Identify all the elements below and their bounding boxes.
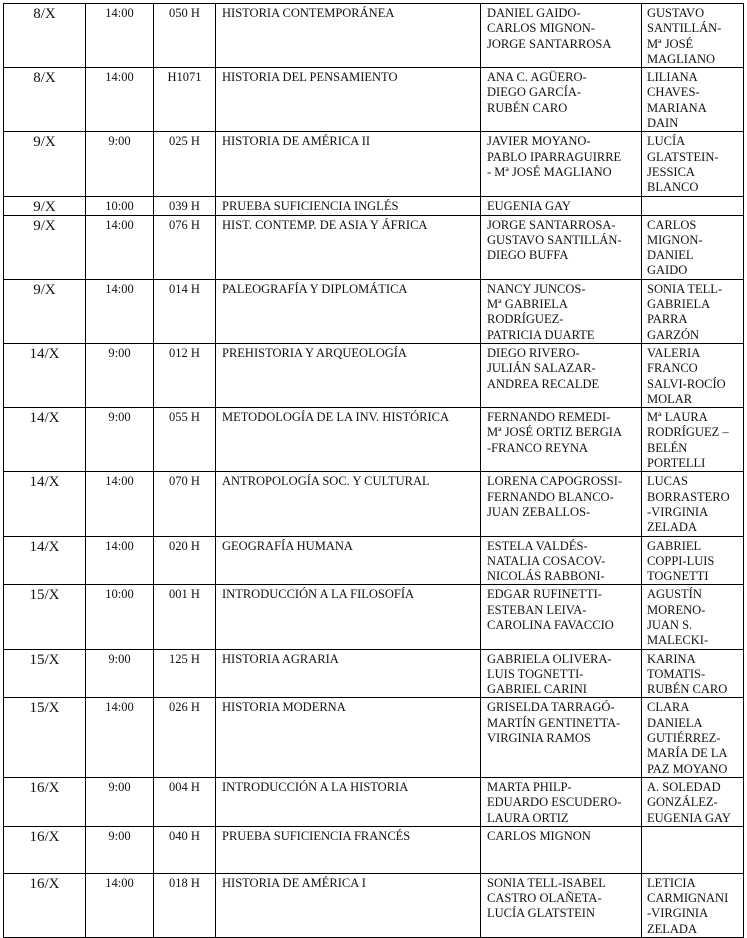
exam-date: 16/X bbox=[4, 873, 86, 937]
exam-tribunal: EDGAR RUFINETTI- ESTEBAN LEIVA- CAROLINA FAVACCIO bbox=[481, 585, 642, 649]
exam-tribunal: SONIA TELL-ISABEL CASTRO OLAÑETA- LUCÍA GLATSTEIN bbox=[481, 873, 642, 937]
exam-room: 070 H bbox=[154, 472, 216, 536]
exam-tribunal: JORGE SANTARROSA- GUSTAVO SANTILLÁN- DIEGO BUFFA bbox=[481, 215, 642, 279]
table-row bbox=[4, 472, 744, 536]
exam-room: 004 H bbox=[154, 777, 216, 826]
exam-time: 14:00 bbox=[86, 873, 154, 937]
exam-subject: METODOLOGÍA DE LA INV. HISTÓRICA bbox=[216, 408, 481, 472]
exam-room: 014 H bbox=[154, 279, 216, 343]
exam-time: 14:00 bbox=[86, 4, 154, 68]
table-row bbox=[4, 536, 744, 585]
exam-substitutes: GABRIEL COPPI-LUIS TOGNETTI bbox=[642, 536, 744, 585]
exam-tribunal: ESTELA VALDÉS- NATALIA COSACOV- NICOLÁS RABBONI- bbox=[481, 536, 642, 585]
exam-schedule-table bbox=[3, 3, 744, 938]
table-row bbox=[4, 698, 744, 777]
table-row bbox=[4, 408, 744, 472]
exam-date: 16/X bbox=[4, 826, 86, 873]
exam-room: 020 H bbox=[154, 536, 216, 585]
exam-date: 15/X bbox=[4, 698, 86, 777]
exam-time: 9:00 bbox=[86, 132, 154, 196]
table-row bbox=[4, 585, 744, 649]
exam-date: 14/X bbox=[4, 343, 86, 407]
exam-date: 14/X bbox=[4, 536, 86, 585]
exam-room: 055 H bbox=[154, 408, 216, 472]
exam-substitutes: A. SOLEDAD GONZÁLEZ- EUGENIA GAY bbox=[642, 777, 744, 826]
table-row bbox=[4, 215, 744, 279]
exam-substitutes: GUSTAVO SANTILLÁN- Mª JOSÉ MAGLIANO bbox=[642, 4, 744, 68]
exam-room: 076 H bbox=[154, 215, 216, 279]
exam-tribunal: JAVIER MOYANO- PABLO IPARRAGUIRRE - Mª JOSÉ MAGLIANO bbox=[481, 132, 642, 196]
table-row bbox=[4, 343, 744, 407]
table-row bbox=[4, 777, 744, 826]
exam-substitutes: CLARA DANIELA GUTIÉRREZ- MARÍA DE LA PAZ MOYANO bbox=[642, 698, 744, 777]
exam-subject: ANTROPOLOGÍA SOC. Y CULTURAL bbox=[216, 472, 481, 536]
exam-room: 012 H bbox=[154, 343, 216, 407]
exam-tribunal: LORENA CAPOGROSSI- FERNANDO BLANCO- JUAN ZEBALLOS- bbox=[481, 472, 642, 536]
exam-tribunal: ANA C. AGÜERO- DIEGO GARCÍA- RUBÉN CARO bbox=[481, 68, 642, 132]
exam-time: 9:00 bbox=[86, 408, 154, 472]
exam-time: 9:00 bbox=[86, 826, 154, 873]
exam-date: 8/X bbox=[4, 68, 86, 132]
table-row bbox=[4, 826, 744, 873]
table-row bbox=[4, 68, 744, 132]
table-row bbox=[4, 132, 744, 196]
table-row bbox=[4, 4, 744, 68]
exam-time: 14:00 bbox=[86, 472, 154, 536]
exam-subject: HISTORIA DE AMÉRICA I bbox=[216, 873, 481, 937]
exam-subject: PALEOGRAFÍA Y DIPLOMÁTICA bbox=[216, 279, 481, 343]
exam-date: 16/X bbox=[4, 777, 86, 826]
exam-tribunal: EUGENIA GAY bbox=[481, 196, 642, 215]
exam-subject: HISTORIA AGRARIA bbox=[216, 649, 481, 698]
exam-date: 9/X bbox=[4, 215, 86, 279]
exam-tribunal: NANCY JUNCOS- Mª GABRIELA RODRÍGUEZ- PATRICIA DUARTE bbox=[481, 279, 642, 343]
exam-substitutes: LETICIA CARMIGNANI -VIRGINIA ZELADA bbox=[642, 873, 744, 937]
exam-time: 14:00 bbox=[86, 698, 154, 777]
table-row bbox=[4, 196, 744, 215]
exam-time: 14:00 bbox=[86, 215, 154, 279]
exam-date: 14/X bbox=[4, 472, 86, 536]
exam-tribunal: GABRIELA OLIVERA- LUIS TOGNETTI- GABRIEL CARINI bbox=[481, 649, 642, 698]
exam-time: 10:00 bbox=[86, 196, 154, 215]
exam-subject: HISTORIA CONTEMPORÁNEA bbox=[216, 4, 481, 68]
exam-subject: INTRODUCCIÓN A LA FILOSOFÍA bbox=[216, 585, 481, 649]
exam-schedule-body bbox=[4, 4, 744, 938]
exam-subject: PREHISTORIA Y ARQUEOLOGÍA bbox=[216, 343, 481, 407]
exam-subject: PRUEBA SUFICIENCIA INGLÉS bbox=[216, 196, 481, 215]
exam-date: 14/X bbox=[4, 408, 86, 472]
exam-time: 14:00 bbox=[86, 536, 154, 585]
exam-subject: HISTORIA DEL PENSAMIENTO bbox=[216, 68, 481, 132]
table-row bbox=[4, 873, 744, 937]
exam-room: 025 H bbox=[154, 132, 216, 196]
exam-time: 9:00 bbox=[86, 649, 154, 698]
exam-date: 9/X bbox=[4, 279, 86, 343]
exam-time: 9:00 bbox=[86, 343, 154, 407]
exam-room: 026 H bbox=[154, 698, 216, 777]
exam-substitutes: AGUSTÍN MORENO- JUAN S. MALECKI- bbox=[642, 585, 744, 649]
exam-subject: PRUEBA SUFICIENCIA FRANCÉS bbox=[216, 826, 481, 873]
exam-substitutes: CARLOS MIGNON- DANIEL GAIDO bbox=[642, 215, 744, 279]
exam-date: 9/X bbox=[4, 132, 86, 196]
table-row bbox=[4, 279, 744, 343]
exam-time: 9:00 bbox=[86, 777, 154, 826]
exam-tribunal: MARTA PHILP- EDUARDO ESCUDERO- LAURA ORTIZ bbox=[481, 777, 642, 826]
table-row bbox=[4, 649, 744, 698]
exam-room: 018 H bbox=[154, 873, 216, 937]
exam-substitutes: LUCAS BORRASTERO -VIRGINIA ZELADA bbox=[642, 472, 744, 536]
exam-substitutes: SONIA TELL- GABRIELA PARRA GARZÓN bbox=[642, 279, 744, 343]
exam-date: 8/X bbox=[4, 4, 86, 68]
exam-tribunal: DANIEL GAIDO- CARLOS MIGNON- JORGE SANTARROSA bbox=[481, 4, 642, 68]
exam-subject: HISTORIA MODERNA bbox=[216, 698, 481, 777]
exam-room: 050 H bbox=[154, 4, 216, 68]
exam-substitutes: KARINA TOMATIS- RUBÉN CARO bbox=[642, 649, 744, 698]
exam-time: 14:00 bbox=[86, 279, 154, 343]
exam-room: 001 H bbox=[154, 585, 216, 649]
exam-substitutes bbox=[642, 196, 744, 215]
exam-substitutes: Mª LAURA RODRÍGUEZ – BELÉN PORTELLI bbox=[642, 408, 744, 472]
exam-subject: INTRODUCCIÓN A LA HISTORIA bbox=[216, 777, 481, 826]
exam-subject: HIST. CONTEMP. DE ASIA Y ÁFRICA bbox=[216, 215, 481, 279]
exam-time: 14:00 bbox=[86, 68, 154, 132]
exam-room: 040 H bbox=[154, 826, 216, 873]
exam-tribunal: CARLOS MIGNON bbox=[481, 826, 642, 873]
exam-tribunal: FERNANDO REMEDI- Mª JOSÉ ORTIZ BERGIA -FRANCO REYNA bbox=[481, 408, 642, 472]
exam-date: 15/X bbox=[4, 649, 86, 698]
exam-date: 9/X bbox=[4, 196, 86, 215]
exam-substitutes: LUCÍA GLATSTEIN- JESSICA BLANCO bbox=[642, 132, 744, 196]
exam-substitutes: VALERIA FRANCO SALVI-ROCÍO MOLAR bbox=[642, 343, 744, 407]
exam-room: H1071 bbox=[154, 68, 216, 132]
exam-time: 10:00 bbox=[86, 585, 154, 649]
exam-tribunal: GRISELDA TARRAGÓ- MARTÍN GENTINETTA- VIRGINIA RAMOS bbox=[481, 698, 642, 777]
exam-substitutes bbox=[642, 826, 744, 873]
exam-date: 15/X bbox=[4, 585, 86, 649]
exam-room: 039 H bbox=[154, 196, 216, 215]
exam-tribunal: DIEGO RIVERO- JULIÁN SALAZAR- ANDREA RECALDE bbox=[481, 343, 642, 407]
exam-subject: GEOGRAFÍA HUMANA bbox=[216, 536, 481, 585]
exam-substitutes: LILIANA CHAVES- MARIANA DAIN bbox=[642, 68, 744, 132]
exam-subject: HISTORIA DE AMÉRICA II bbox=[216, 132, 481, 196]
exam-room: 125 H bbox=[154, 649, 216, 698]
